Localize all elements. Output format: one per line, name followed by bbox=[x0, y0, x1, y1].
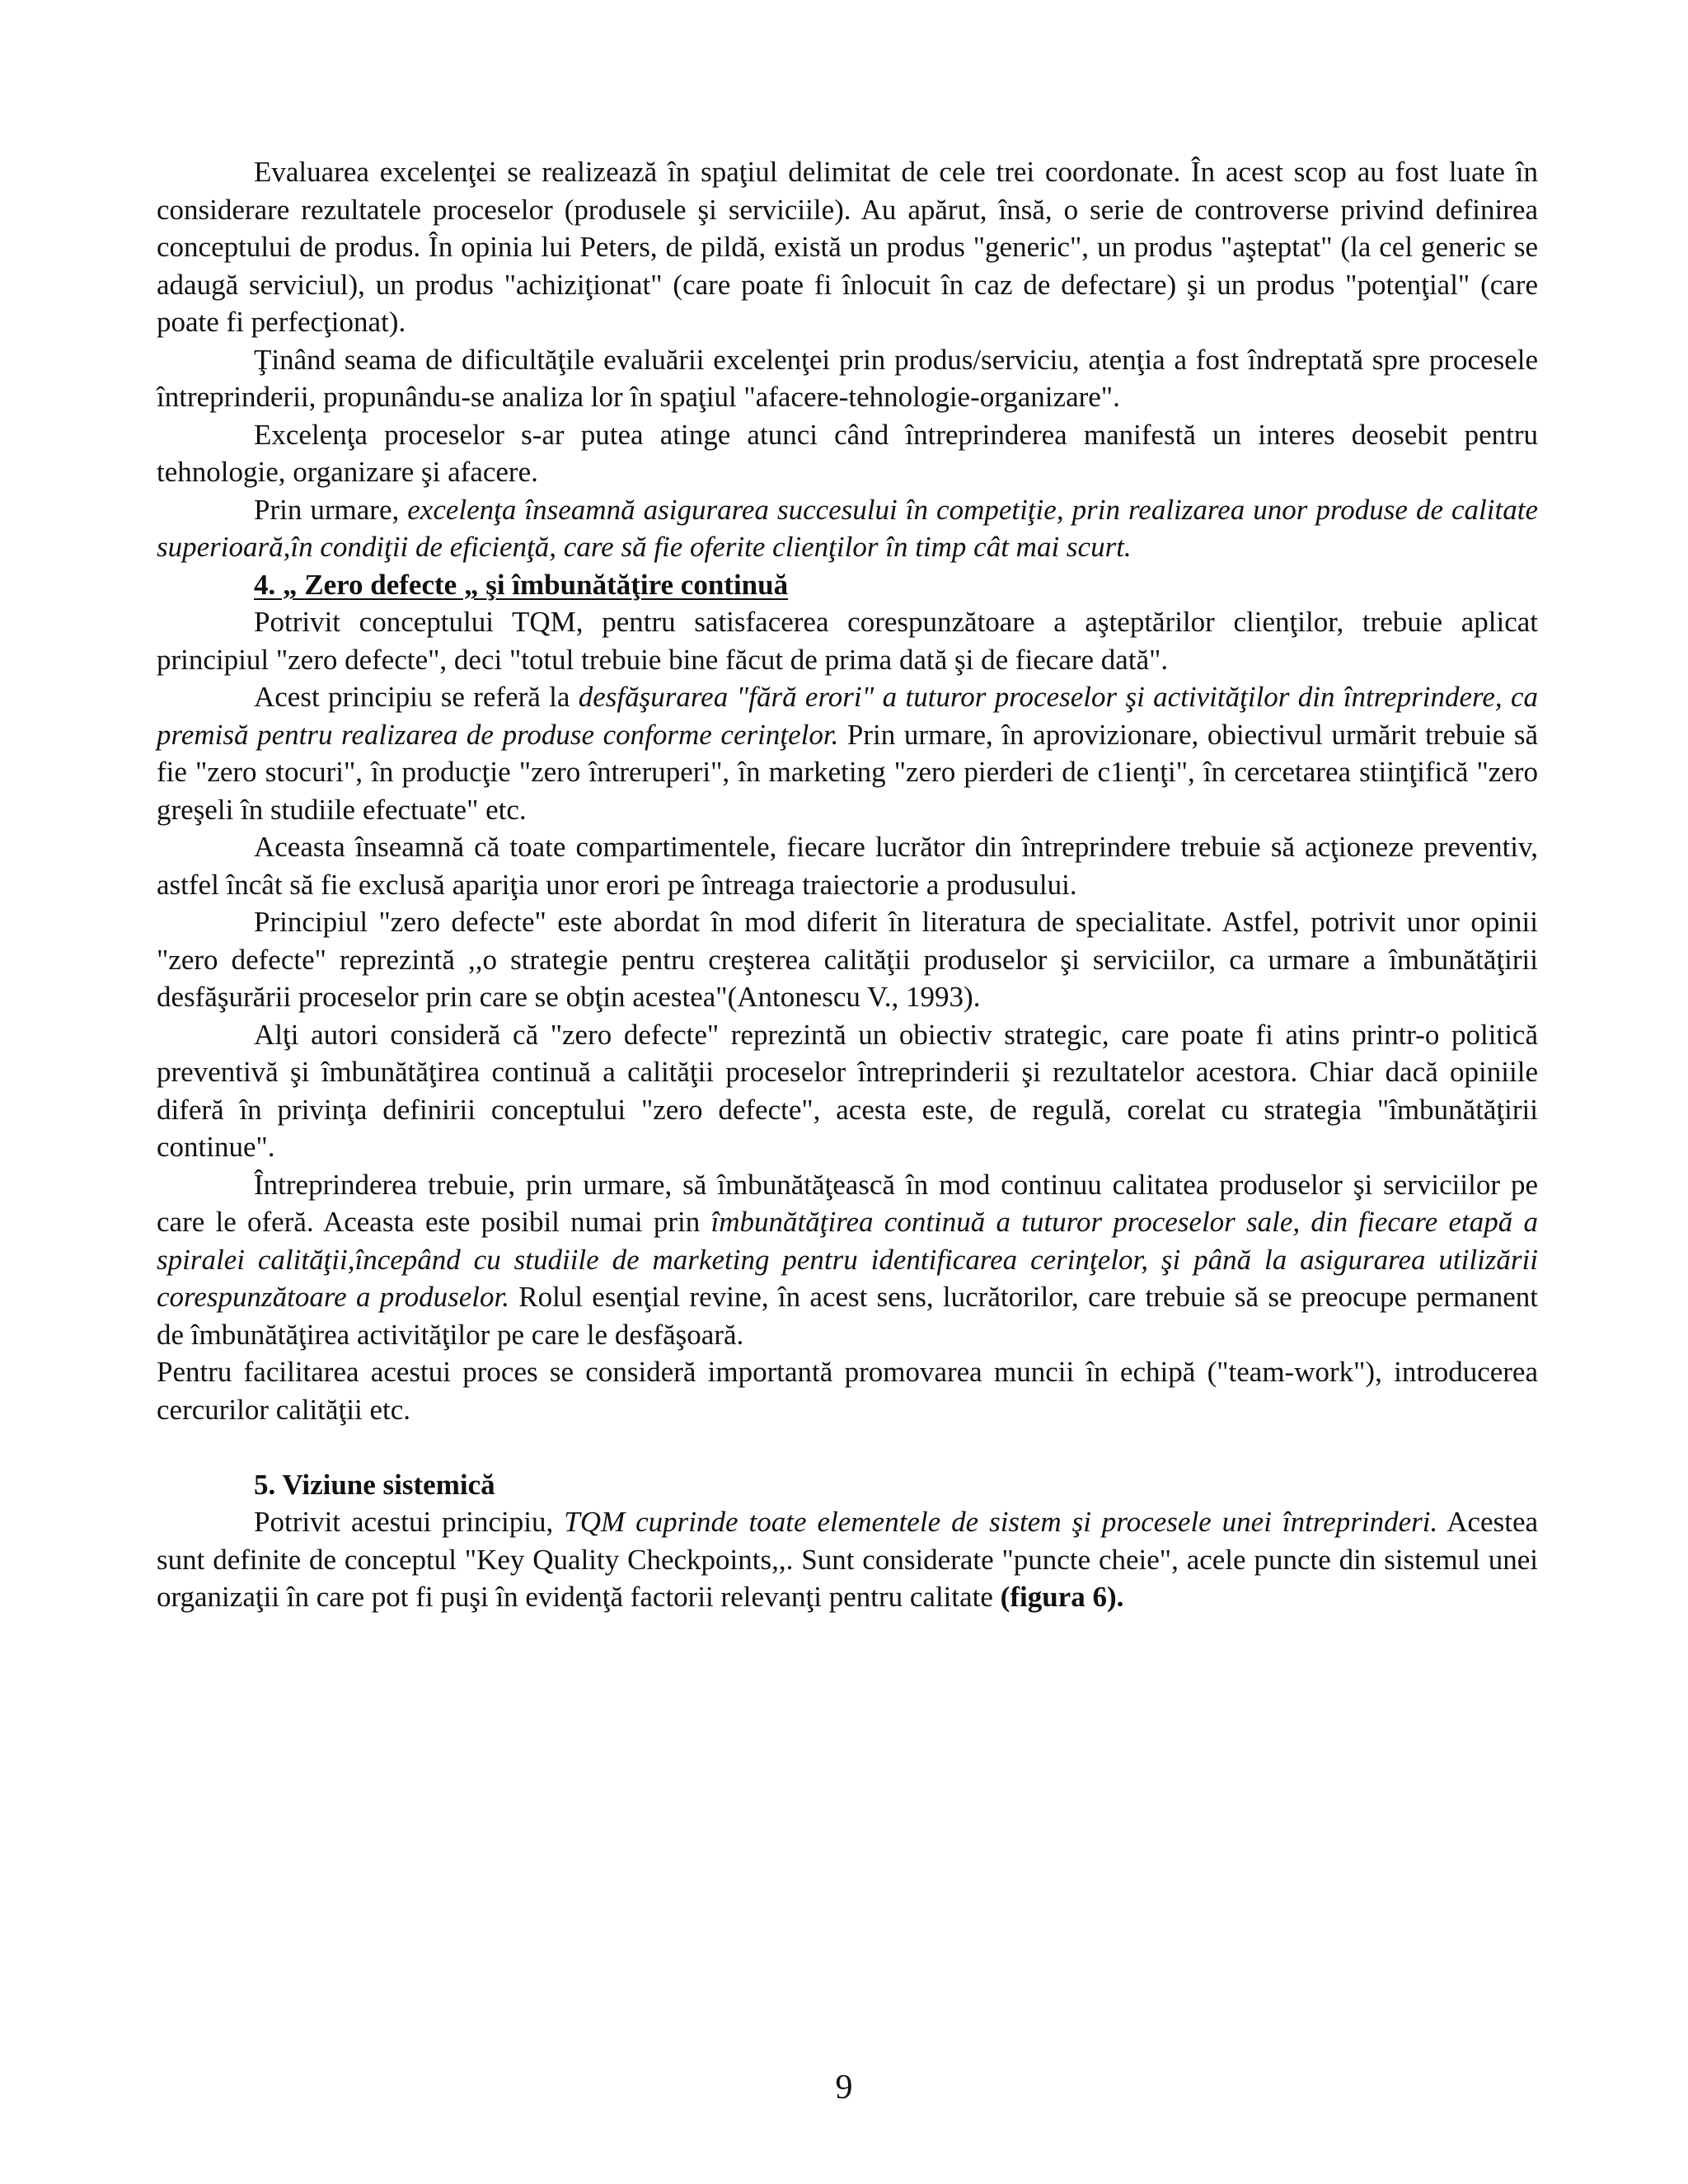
emphasized-text: desfăşurarea "fără erori" a tuturor proceselor şi activităţilor din întreprindere, ca premisă pentru realizarea de produse conforme cerinţelor. bbox=[157, 681, 1538, 751]
paragraph-key-quality-checkpoints bbox=[157, 1503, 1538, 1616]
paragraph-excellence-definition bbox=[157, 491, 1538, 566]
paragraph-text: Pentru facilitarea acestui proces se consideră importantă promovarea muncii în echipă ("team-work"), introducerea cercurilor calităţii etc. bbox=[157, 1356, 1538, 1426]
section-heading-text: 5. Viziune sistemică bbox=[254, 1468, 495, 1501]
paragraph-text: Alţi autori consideră că "zero defecte" reprezintă un obiectiv strategic, care poate fi atins printr-o politică preventivă şi îmbunătăţirea continuă a calităţii proceselor întreprinderii şi rezultatelor acestora. Chiar dacă opiniile diferă în privinţa definirii conceptului "zero defecte", acesta este, de regulă, corelat cu strategia "îmbunătăţirii continue". bbox=[157, 1018, 1538, 1163]
paragraph-strategic-objective bbox=[157, 1016, 1538, 1166]
paragraph-error-free-processes bbox=[157, 678, 1538, 828]
paragraph-text: Potrivit conceptului TQM, pentru satisfacerea corespunzătoare a aşteptărilor clienţilor, trebuie aplicat principiul "zero defecte", deci "totul trebuie bine făcut de prima dată şi de fiecare dată". bbox=[157, 606, 1538, 676]
figure-reference: (figura 6). bbox=[1000, 1581, 1124, 1613]
paragraph-teamwork bbox=[157, 1353, 1538, 1428]
emphasized-text: îmbunătăţirea continuă a tuturor proceselor sale, din fiecare etapă a spiralei calităţii,începând cu studiile de marketing pentru identificarea cerinţelor, şi până la asigurarea utilizării corespunzătoare a produselor. bbox=[157, 1206, 1539, 1313]
paragraph-text: Prin urmare, bbox=[254, 493, 408, 526]
paragraph-text: Excelenţa proceselor s-ar putea atinge atunci când întreprinderea manifestă un interes deosebit pentru tehnologie, organizare şi afacere. bbox=[157, 418, 1538, 488]
section-heading-zero-defects bbox=[157, 566, 1538, 604]
paragraph-text: Evaluarea excelenţei se realizează în spaţiul delimitat de cele trei coordonate. În acest scop au fost luate în considerare rezultatele proceselor (produsele şi serviciile). Au apărut, însă, o serie de controverse privind definirea conceptului de produs. În opinia lui Peters, de pildă, există un produs "generic", un produs "aşteptat" (la cel generic se adaugă serviciul), un produs "achiziţionat" (care poate fi înlocuit în caz de defectare) şi un produs "potenţial" (care poate fi perfecţionat). bbox=[157, 156, 1538, 338]
paragraph-text: Acestea sunt definite de conceptul "Key Quality Checkpoints,,. Sunt considerate "puncte cheie", acele puncte din sistemul unei organizaţii în care pot fi puşi în evidenţă factorii relevanţi pentru calitate bbox=[157, 1506, 1539, 1613]
document-body bbox=[157, 153, 1538, 1616]
paragraph-text: Rolul esenţial revine, în acest sens, lucrătorilor, care trebuie să se preocupe permanent de îmbunătăţirea activităţilor pe care le desfăşoară. bbox=[157, 1281, 1539, 1351]
paragraph-preventive-action bbox=[157, 828, 1538, 903]
paragraph-text: Ţinând seama de dificultăţile evaluării excelenţei prin produs/serviciu, atenţia a fost îndreptată spre procesele întreprinderii, propunându-se analiza lor în spaţiul "afacere-tehnologie-organizare". bbox=[157, 343, 1538, 413]
paragraph-process-excellence bbox=[157, 416, 1538, 491]
page-number: 9 bbox=[835, 2069, 853, 2107]
paragraph-text: Aceasta înseamnă că toate compartimentele, fiecare lucrător din întreprindere trebuie să acţioneze preventiv, astfel încât să fie exclusă apariţia unor erori pe întreaga traiectorie a produsului. bbox=[157, 831, 1538, 901]
section-heading-text: 4. „ Zero defecte „ şi îmbunătăţire continuă bbox=[254, 568, 789, 601]
paragraph-text: Întreprinderea trebuie, prin urmare, să îmbunătăţească în mod continuu calitatea produselor şi serviciilor pe care le oferă. Aceasta este posibil numai prin bbox=[157, 1168, 1538, 1238]
paragraph-excellence-evaluation bbox=[157, 153, 1538, 341]
section-heading-systemic-vision bbox=[157, 1466, 1538, 1504]
paragraph-text: Potrivit acestui principiu, bbox=[254, 1506, 565, 1538]
paragraph-continuous-improvement bbox=[157, 1166, 1538, 1354]
emphasized-text: TQM cuprinde toate elementele de sistem şi procesele unei întreprinderi. bbox=[564, 1506, 1438, 1538]
paragraph-zero-defects-principle bbox=[157, 603, 1538, 678]
paragraph-text: Acest principiu se referă la bbox=[254, 681, 579, 713]
paragraph-text: Prin urmare, în aprovizionare, obiectivul urmărit trebuie să fie "zero stocuri", în producţie "zero întreruperi", în marketing "zero pierderi de c1ienţi", în cercetarea stiinţifică "zero greşeli în studiile efectuate" etc. bbox=[157, 718, 1538, 826]
paragraph-process-focus bbox=[157, 341, 1538, 416]
paragraph-literature-views bbox=[157, 903, 1538, 1016]
blank-line bbox=[157, 1428, 1538, 1466]
emphasized-definition: excelenţa înseamnă asigurarea succesului în competiţie, prin realizarea unor produse de calitate superioară,în condiţii de eficienţă, care să fie oferite clienţilor în timp cât mai scurt. bbox=[157, 493, 1538, 563]
paragraph-text: Principiul "zero defecte" este abordat în mod diferit în literatura de specialitate. Astfel, potrivit unor opinii "zero defecte" reprezintă ,,o strategie pentru creşterea calităţii produselor şi serviciilor, ca urmare a îmbunătăţirii desfăşurării proceselor prin care se obţin acestea"(Antonescu V., 1993). bbox=[157, 906, 1538, 1013]
